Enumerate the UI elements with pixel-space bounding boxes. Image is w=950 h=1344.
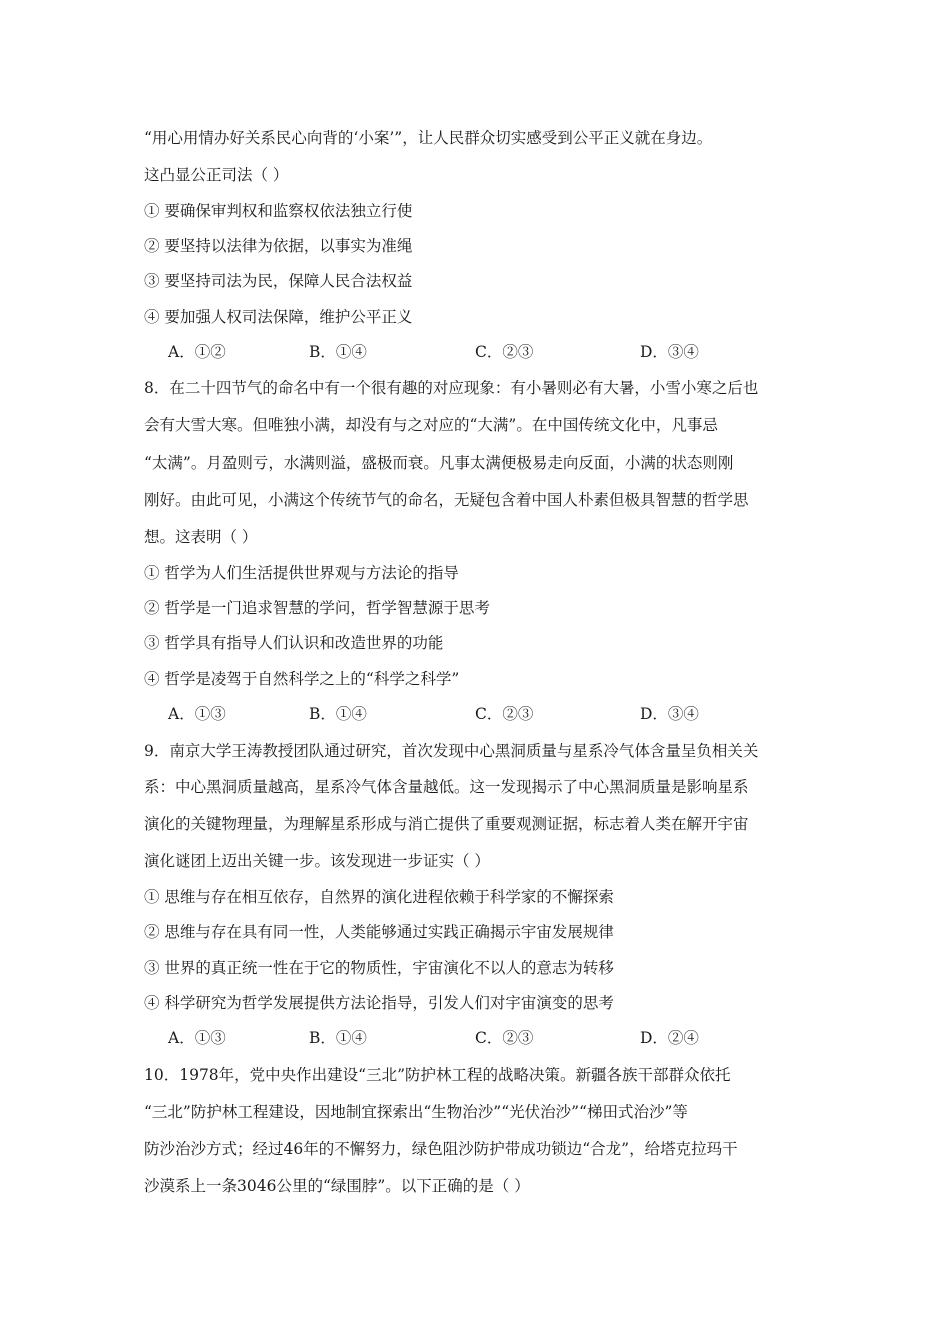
q9-options (168, 1027, 768, 1049)
q7-option-c[interactable]: C．②③ (475, 343, 534, 361)
q9-option-b[interactable]: B．①④ (309, 1029, 367, 1047)
q7-stem-line: 这凸显公正司法（ ） (144, 166, 289, 184)
q8-option-c[interactable]: C．②③ (475, 705, 534, 723)
q7-item-1: ① 要确保审判权和监察权依法独立行使 (144, 202, 413, 220)
q8-item-1: ① 哲学为人们生活提供世界观与方法论的指导 (144, 564, 459, 582)
q7-options (168, 341, 768, 363)
q8-stem-line: 会有大雪大寒。但唯独小满，却没有与之对应的“大满”。在中国传统文化中，凡事忌 (144, 416, 718, 434)
q8-stem-line: 想。这表明（ ） (144, 528, 258, 546)
q9-option-c[interactable]: C．②③ (475, 1029, 534, 1047)
q9-item-1: ① 思维与存在相互依存，自然界的演化进程依赖于科学家的不懈探索 (144, 888, 614, 906)
q8-option-d[interactable]: D．③④ (640, 705, 699, 723)
q7-stem-line: “用心用情办好关系民心向背的‘小案’”，让人民群众切实感受到公平正义就在身边。 (144, 129, 713, 147)
q9-stem-line: 演化谜团上迈出关键一步。该发现进一步证实（ ） (144, 852, 490, 870)
q8-option-a[interactable]: A．①③ (168, 705, 226, 723)
q10-stem-line: 沙漠系上一条3046公里的“绿围脖”。以下正确的是（ ） (144, 1177, 530, 1195)
q7-option-a[interactable]: A．①② (168, 343, 226, 361)
q8-stem-line: “太满”。月盈则亏，水满则溢，盛极而衰。凡事太满便极易走向反面，小满的状态则刚 (144, 454, 734, 472)
q7-item-4: ④ 要加强人权司法保障，维护公平正义 (144, 308, 413, 326)
q9-stem-line: 系：中心黑洞质量越高，星系冷气体含量越低。这一发现揭示了中心黑洞质量是影响星系 (144, 778, 749, 796)
q9-item-4: ④ 科学研究为哲学发展提供方法论指导，引发人们对宇宙演变的思考 (144, 994, 614, 1012)
q9-item-3: ③ 世界的真正统一性在于它的物质性，宇宙演化不以人的意志为转移 (144, 959, 614, 977)
q8-stem-line: 刚好。由此可见，小满这个传统节气的命名，无疑包含着中国人朴素但极具智慧的哲学思 (144, 491, 749, 509)
q8-item-2: ② 哲学是一门追求智慧的学问，哲学智慧源于思考 (144, 599, 490, 617)
q7-item-2: ② 要坚持以法律为依据，以事实为准绳 (144, 237, 413, 255)
q7-option-d[interactable]: D．③④ (640, 343, 699, 361)
q10-stem-line: 10．1978年，党中央作出建设“三北”防护林工程的战略决策。新疆各族干部群众依托 (144, 1066, 731, 1084)
q9-option-d[interactable]: D．②④ (640, 1029, 699, 1047)
q7-option-b[interactable]: B．①④ (309, 343, 367, 361)
q7-item-3: ③ 要坚持司法为民，保障人民合法权益 (144, 272, 413, 290)
q9-item-2: ② 思维与存在具有同一性，人类能够通过实践正确揭示宇宙发展规律 (144, 923, 614, 941)
q9-stem-line: 9．南京大学王涛教授团队通过研究，首次发现中心黑洞质量与星系冷气体含量呈负相关关 (144, 742, 759, 760)
q10-stem-line: 防沙治沙方式；经过46年的不懈努力，绿色阻沙防护带成功锁边“合龙”，给塔克拉玛干 (144, 1140, 738, 1158)
q10-stem-line: “三北”防护林工程建设，因地制宜探索出“生物治沙”“光伏治沙”“梯田式治沙”等 (144, 1103, 688, 1121)
q8-stem-line: 8．在二十四节气的命名中有一个很有趣的对应现象：有小暑则必有大暑，小雪小寒之后也 (144, 379, 759, 397)
q8-item-4: ④ 哲学是凌驾于自然科学之上的“科学之科学” (144, 670, 460, 688)
q8-option-b[interactable]: B．①④ (309, 705, 367, 723)
q8-options (168, 703, 768, 725)
q9-stem-line: 演化的关键物理量，为理解星系形成与消亡提供了重要观测证据，标志着人类在解开宇宙 (144, 815, 749, 833)
q9-option-a[interactable]: A．①③ (168, 1029, 226, 1047)
q8-item-3: ③ 哲学具有指导人们认识和改造世界的功能 (144, 634, 444, 652)
